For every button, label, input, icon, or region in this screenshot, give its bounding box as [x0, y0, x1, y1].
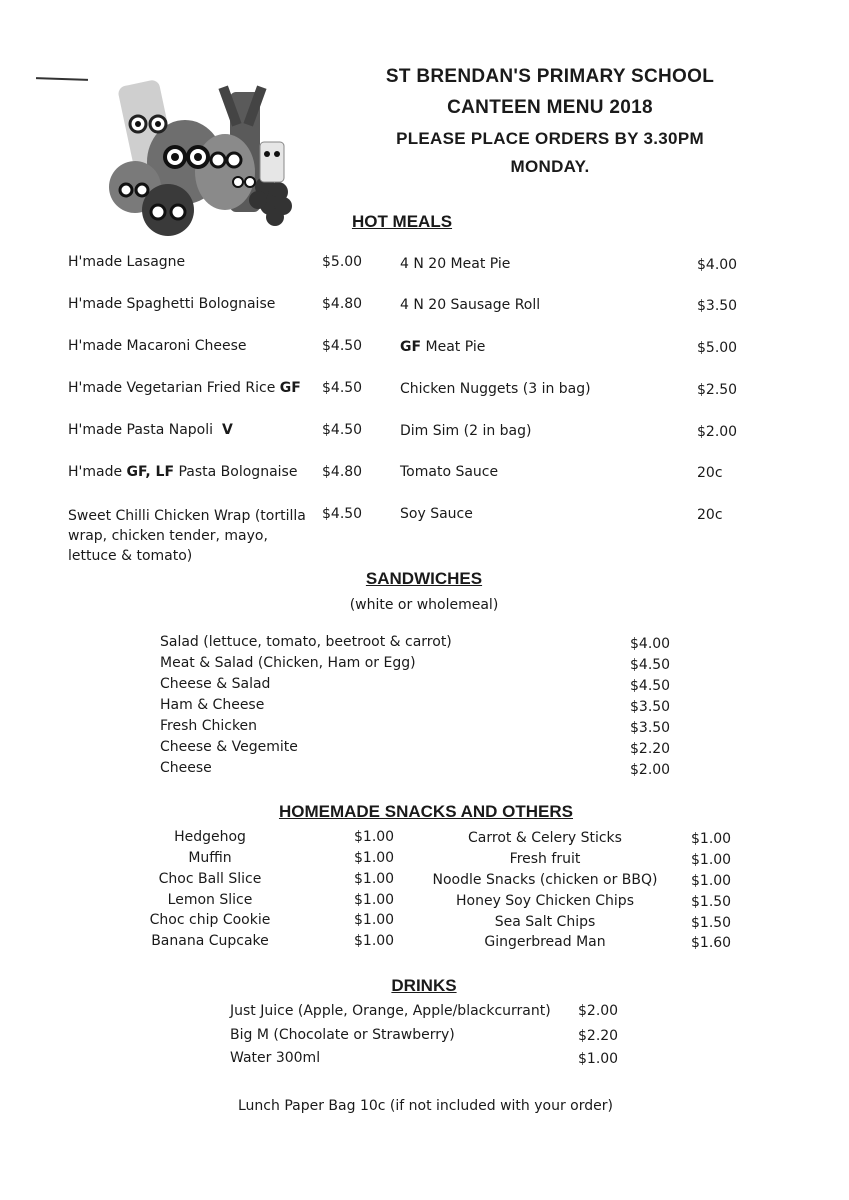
- menu-item: Fresh fruit: [509, 851, 581, 867]
- menu-item: Honey Soy Chicken Chips: [455, 893, 634, 909]
- menu-item: 4 N 20 Meat Pie: [400, 256, 511, 272]
- menu-price: $4.50: [630, 678, 671, 694]
- menu-price: $2.20: [630, 741, 671, 757]
- menu-price: $1.00: [354, 912, 395, 928]
- menu-price: $2.20: [578, 1028, 619, 1044]
- menu-item: Choc chip Cookie: [149, 912, 271, 928]
- menu-price: $1.00: [354, 871, 395, 887]
- menu-price: $2.00: [630, 762, 671, 778]
- menu-price: $4.50: [322, 422, 363, 438]
- menu-price: $2.50: [697, 382, 738, 398]
- order-deadline-day: MONDAY.: [510, 157, 590, 176]
- menu-price: $3.50: [630, 699, 671, 715]
- drinks-heading: DRINKS: [391, 976, 457, 995]
- menu-item: Fresh Chicken: [160, 718, 258, 734]
- menu-item: Choc Ball Slice: [158, 871, 262, 887]
- menu-item: 4 N 20 Sausage Roll: [400, 297, 541, 313]
- menu-price: $1.00: [578, 1051, 619, 1067]
- menu-item: Cheese: [160, 760, 212, 776]
- menu-price: $5.00: [697, 340, 738, 356]
- menu-item: Lemon Slice: [167, 892, 253, 908]
- menu-price: $4.50: [322, 380, 363, 396]
- menu-item: Noodle Snacks (chicken or BBQ): [432, 872, 658, 888]
- sandwiches-subtitle: (white or wholemeal): [349, 597, 499, 613]
- menu-price: $5.00: [322, 254, 363, 270]
- menu-item: Sea Salt Chips: [494, 914, 596, 930]
- footer-note: Lunch Paper Bag 10c (if not included with your order): [238, 1098, 613, 1114]
- sandwiches-heading: SANDWICHES: [365, 569, 483, 588]
- menu-price: $1.00: [354, 850, 395, 866]
- menu-item: Carrot & Celery Sticks: [468, 830, 622, 846]
- menu-item: H'made Vegetarian Fried Rice GF: [68, 380, 301, 396]
- menu-price: $1.00: [354, 892, 395, 908]
- menu-item: Banana Cupcake: [151, 933, 269, 949]
- menu-item: Just Juice (Apple, Orange, Apple/blackcurrant): [230, 1003, 551, 1019]
- menu-price: $4.80: [322, 296, 363, 312]
- menu-price: $4.50: [322, 506, 363, 522]
- menu-price: 20c: [697, 465, 723, 481]
- gluten-free-tag: GF: [279, 380, 301, 396]
- menu-title: CANTEEN MENU 2018: [447, 97, 653, 118]
- menu-price: $1.00: [354, 933, 395, 949]
- menu-price: $3.50: [630, 720, 671, 736]
- gluten-free-tag: GF: [400, 339, 422, 355]
- stray-mark: [36, 77, 88, 81]
- menu-price: $1.00: [691, 873, 732, 889]
- menu-price: $4.50: [322, 338, 363, 354]
- menu-item: H'made GF, LF Pasta Bolognaise: [68, 464, 298, 480]
- menu-item: H'made Lasagne: [68, 254, 186, 270]
- menu-item: Cheese & Vegemite: [160, 739, 298, 755]
- menu-price: $1.50: [691, 894, 732, 910]
- menu-item: Sweet Chilli Chicken Wrap (tortilla wrap, chicken tender, mayo, lettuce & tomato): [68, 508, 306, 564]
- menu-item: Cheese & Salad: [160, 676, 271, 692]
- menu-price: $4.80: [322, 464, 363, 480]
- hot-meals-heading: HOT MEALS: [351, 212, 453, 231]
- menu-item: Soy Sauce: [400, 506, 473, 522]
- school-name: ST BRENDAN'S PRIMARY SCHOOL: [385, 66, 715, 87]
- menu-item: Ham & Cheese: [160, 697, 265, 713]
- menu-price: 20c: [697, 507, 723, 523]
- vegetarian-tag: V: [221, 422, 233, 438]
- menu-item: Hedgehog: [174, 829, 246, 845]
- menu-price: $3.50: [697, 298, 738, 314]
- menu-price: $1.00: [354, 829, 395, 845]
- menu-item: Gingerbread Man: [484, 934, 606, 950]
- menu-price: $1.50: [691, 915, 732, 931]
- menu-price: $4.00: [630, 636, 671, 652]
- gluten-lactose-free-tag: GF, LF: [126, 464, 175, 480]
- menu-price: $1.60: [691, 935, 732, 951]
- menu-item: Tomato Sauce: [400, 464, 499, 480]
- menu-item: GF Meat Pie: [400, 339, 486, 355]
- menu-item: H'made Spaghetti Bolognaise: [68, 296, 276, 312]
- menu-item: Meat & Salad (Chicken, Ham or Egg): [160, 655, 416, 671]
- menu-item: Chicken Nuggets (3 in bag): [400, 381, 591, 397]
- menu-price: $1.00: [691, 852, 732, 868]
- menu-item: Water 300ml: [230, 1050, 321, 1066]
- food-characters-illustration: [100, 72, 300, 237]
- menu-item: Salad (lettuce, tomato, beetroot & carrot): [160, 634, 452, 650]
- menu-item: H'made Macaroni Cheese: [68, 338, 247, 354]
- menu-price: $4.00: [697, 257, 738, 273]
- snacks-heading: HOMEMADE SNACKS AND OTHERS: [278, 802, 574, 821]
- menu-price: $4.50: [630, 657, 671, 673]
- menu-item: H'made Pasta Napoli V: [68, 422, 233, 438]
- menu-item: Dim Sim (2 in bag): [400, 423, 532, 439]
- menu-price: $2.00: [697, 424, 738, 440]
- menu-price: $1.00: [691, 831, 732, 847]
- menu-item: Muffin: [188, 850, 232, 866]
- menu-price: $2.00: [578, 1003, 619, 1019]
- order-deadline: PLEASE PLACE ORDERS BY 3.30PM: [396, 129, 704, 148]
- menu-item: Big M (Chocolate or Strawberry): [230, 1027, 455, 1043]
